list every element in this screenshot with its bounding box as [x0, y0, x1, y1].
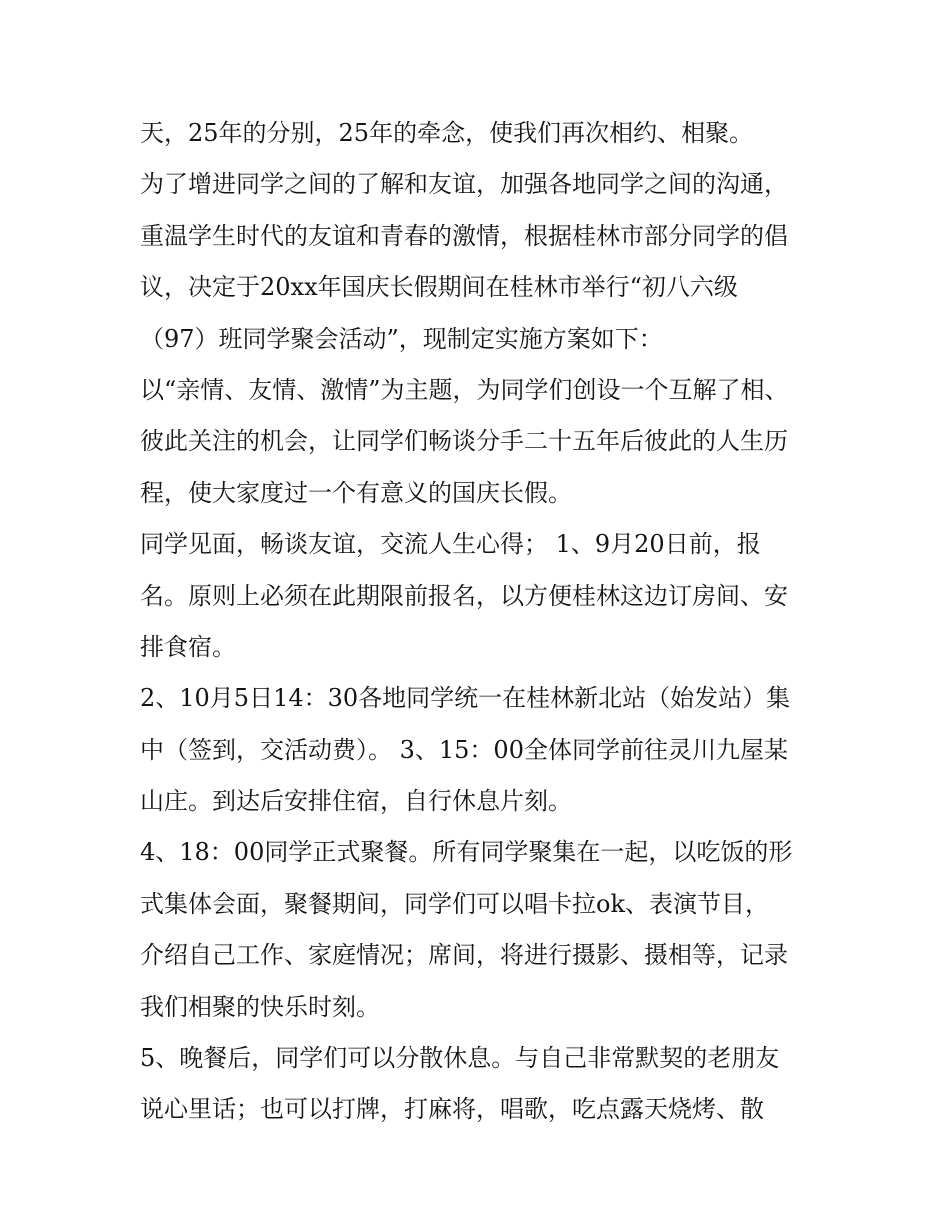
text-line: 以“亲情、友情、激情”为主题，为同学们创设一个互解了相、	[140, 375, 789, 404]
text-line: 名。原则上必须在此期限前报名，以方便桂林这边订房间、安	[140, 581, 788, 610]
text-line: 5、晚餐后，同学们可以分散休息。与自己非常默契的老朋友	[140, 1044, 780, 1073]
text-line: 山庄。到达后安排住宿，自行休息片刻。	[140, 787, 572, 816]
text-line: 同学见面，畅谈友谊，交流人生心得； 1、9月20日前，报	[140, 530, 761, 559]
text-line: 程，使大家度过一个有意义的国庆长假。	[140, 478, 572, 507]
text-line: 天，25年的分别，25年的牵念，使我们再次相约、相聚。	[140, 119, 754, 147]
text-line: 为了增进同学之间的了解和友谊，加强各地同学之间的沟通，	[140, 170, 788, 199]
text-line: 彼此关注的机会，让同学们畅谈分手二十五年后彼此的人生历	[140, 427, 788, 456]
text-line: 中（签到，交活动费）。 3、15：00全体同学前往灵川九屋某	[140, 735, 788, 764]
body-text	[140, 108, 820, 1136]
text-line: 2、10月5日14：30各地同学统一在桂林新北站（始发站）集	[140, 684, 791, 713]
text-line: 我们相聚的快乐时刻。	[140, 992, 380, 1021]
text-line: 4、18：00同学正式聚餐。所有同学聚集在一起，以吃饭的形	[140, 838, 793, 867]
text-line: 式集体会面，聚餐期间，同学们可以唱卡拉ok、表演节目，	[140, 889, 769, 918]
text-line: 排食宿。	[140, 632, 236, 661]
text-line: （97）班同学聚会活动”，现制定实施方案如下：	[140, 324, 663, 353]
text-line: 重温学生时代的友谊和青春的激情，根据桂林市部分同学的倡	[140, 221, 788, 250]
text-line: 介绍自己工作、家庭情况；席间，将进行摄影、摄相等，记录	[140, 941, 788, 970]
text-line: 说心里话；也可以打牌，打麻将，唱歌，吃点露天烧烤、散	[140, 1095, 764, 1124]
text-line: 议，决定于20xx年国庆长假期间在桂林市举行“初八六级	[140, 273, 738, 302]
